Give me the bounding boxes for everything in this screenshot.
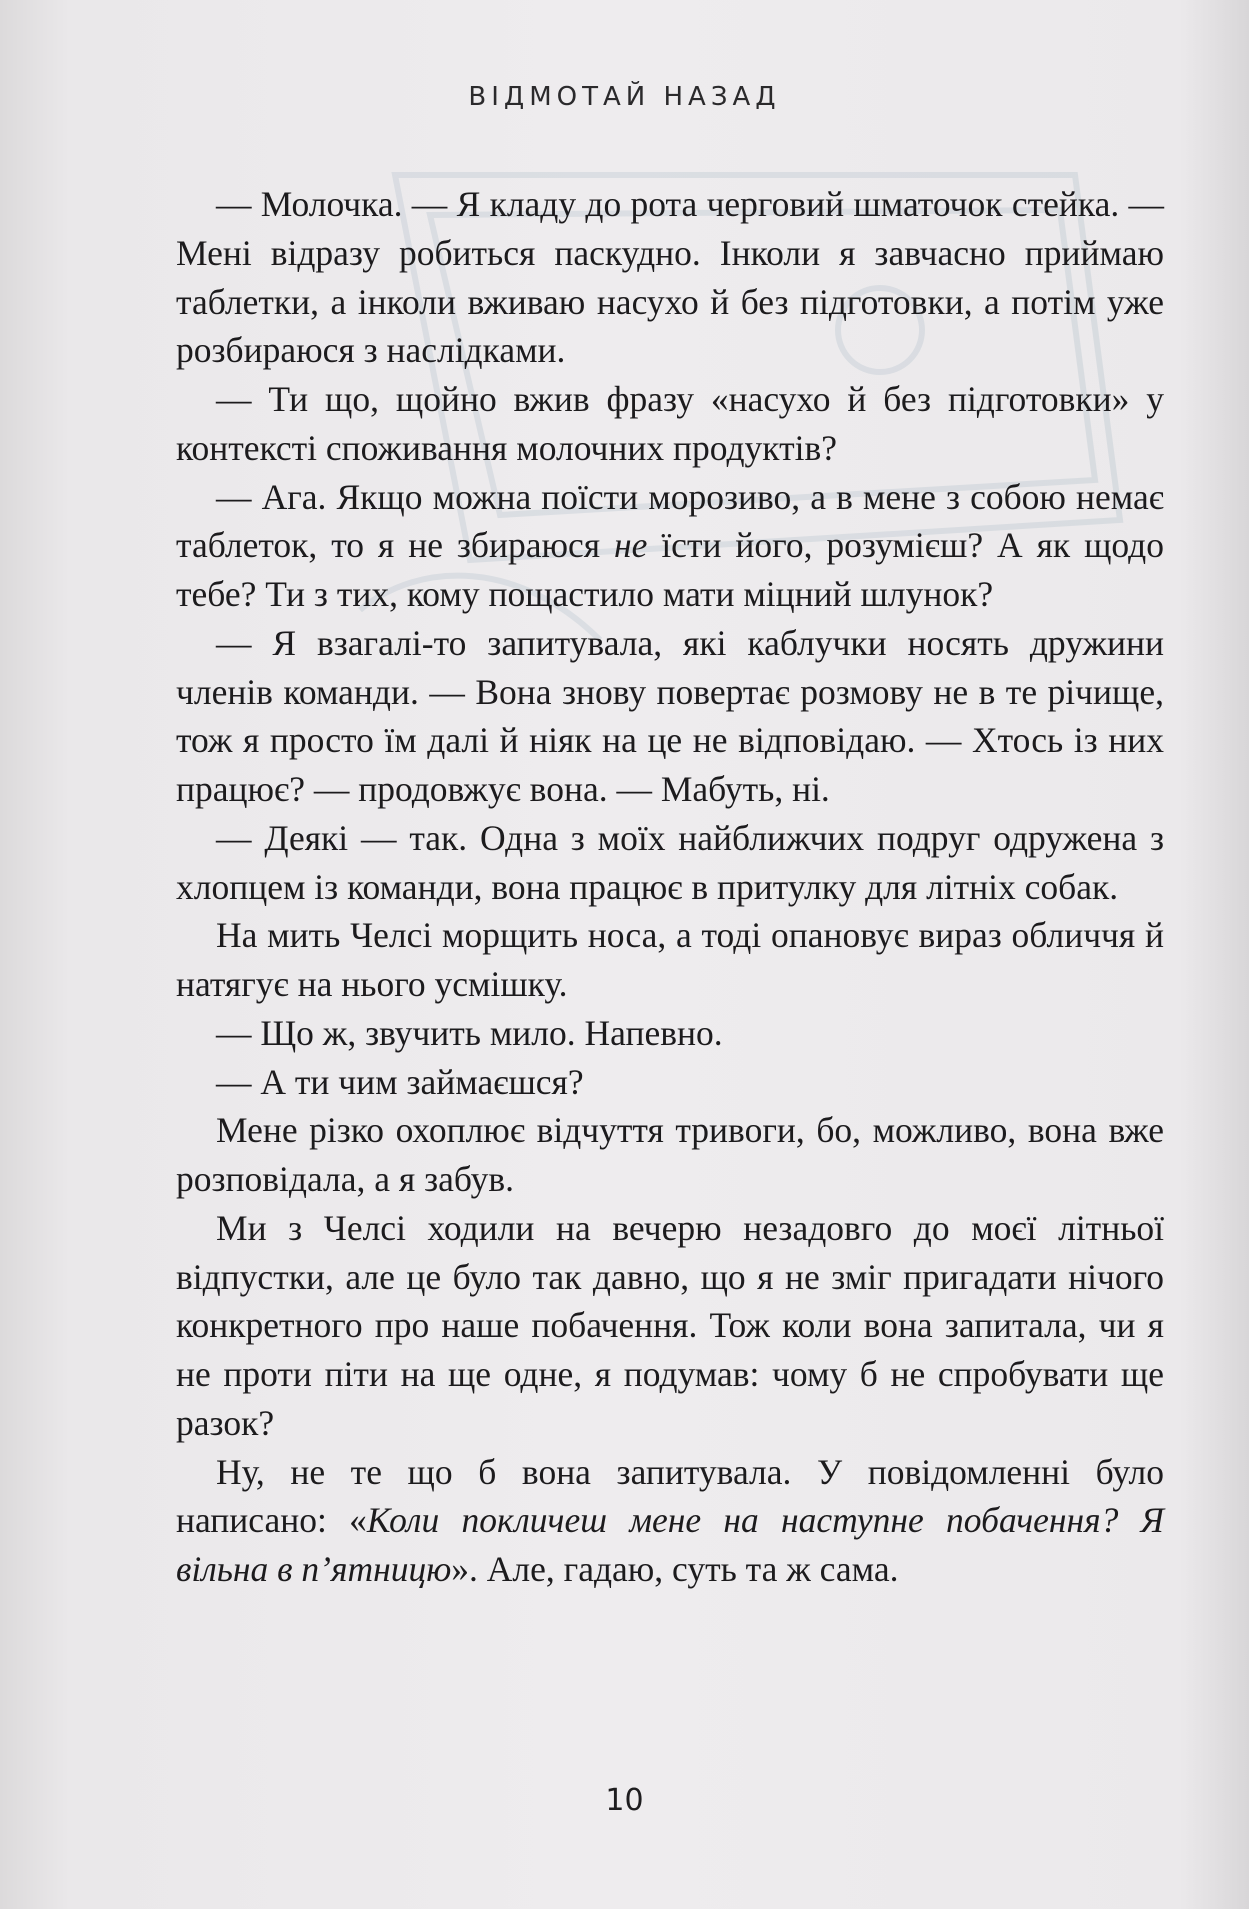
running-head-title: ВІДМОТАЙ НАЗАД <box>468 82 781 112</box>
text-run: — Я взагалі-то запитувала, які каблучки носять дружини членів команди. — Вона знову повертає розмову не в те річище, тож я просто їм далі й ніяк на це не відповідаю. — Хтось із них працює? — продовжує вона. — Мабуть, ні. <box>176 622 1164 809</box>
paragraph <box>176 1106 1164 1204</box>
italic-text: не <box>614 525 648 566</box>
paragraph <box>176 1448 1164 1594</box>
paragraph <box>176 911 1164 1009</box>
text-run: — А ти чим займаєшся? <box>216 1061 584 1102</box>
text-run: — Ага. Якщо можна поїсти морозиво, а в мене з собою немає таблеток, то я не збираюся <box>176 476 1164 566</box>
paragraph <box>176 1204 1164 1448</box>
text-run: — Ти що, щойно вжив фразу «насухо й без підготовки» у контексті споживання молочних продуктів? <box>176 379 1164 468</box>
text-run: Ми з Челсі ходили на вечерю незадовго до моєї літньої відпустки, але це було так давно, що я не зміг пригадати нічого конкретного про наше побачення. Тож коли вона запитала, чи я не проти піти на ще одне, я подумав: чому б не спробувати ще разок? <box>176 1207 1164 1443</box>
text-run: — Що ж, звучить мило. Напевно. <box>216 1012 723 1053</box>
paragraph <box>176 1009 1164 1058</box>
paragraph <box>176 619 1164 814</box>
text-run: На мить Челсі морщить носа, а тоді опановує вираз обличчя й натягує на нього усмішку. <box>176 915 1164 1004</box>
paragraph <box>176 473 1164 619</box>
page-number: 10 <box>605 1783 644 1818</box>
italic-text: Коли покличеш мене на наступне побачення? Я вільна в п’ятницю <box>176 1500 1165 1589</box>
paragraph <box>176 180 1164 375</box>
body-text <box>176 180 1164 1594</box>
paragraph <box>176 375 1164 473</box>
text-run: Ну, не те що б вона запитувала. У повідомленні було написано: « <box>176 1451 1164 1541</box>
text-run: ». Але, гадаю, суть та ж сама. <box>451 1549 899 1589</box>
paragraph <box>176 814 1164 912</box>
text-run: Мене різко охоплює відчуття тривоги, бо, можливо, вона вже розповідала, а я забув. <box>176 1110 1164 1199</box>
paragraph <box>176 1058 1164 1107</box>
text-run: — Молочка. — Я кладу до рота черговий шматочок стейка. — Мені відразу робиться паскудно. Інколи я завчасно приймаю таблетки, а інколи вживаю насухо й без підготовки, а потім уже розбираюся з наслідками. <box>176 184 1164 371</box>
text-run: — Деякі — так. Одна з моїх найближчих подруг одружена з хлопцем із команди, вона працює в притулку для літніх собак. <box>176 817 1164 907</box>
text-run: їсти його, розумієш? А як щодо тебе? Ти з тих, кому пощастило мати міцний шлунок? <box>176 525 1164 614</box>
